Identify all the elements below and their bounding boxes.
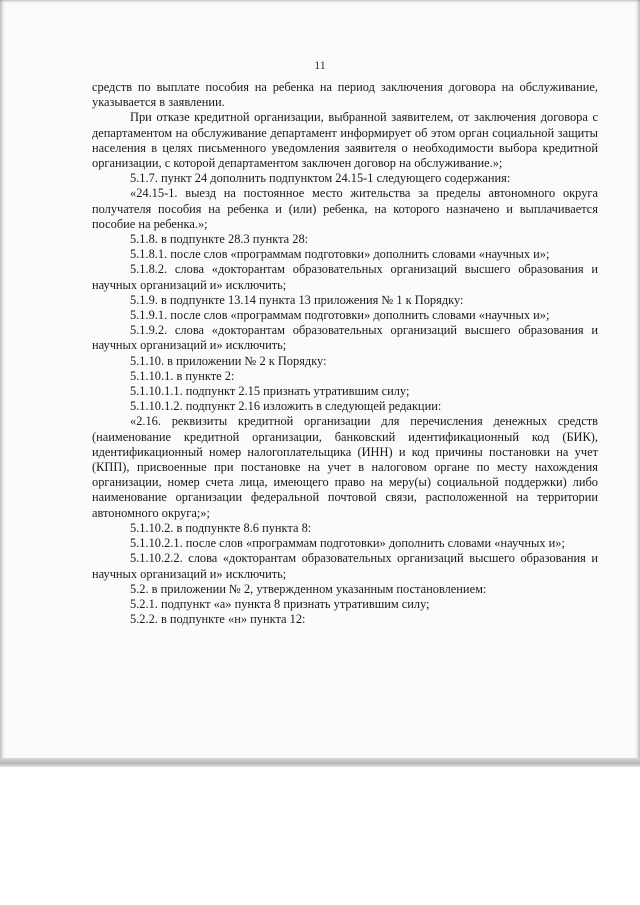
paragraph: 5.1.9. в подпункте 13.14 пункта 13 приложения № 1 к Порядку:: [130, 292, 464, 307]
paragraph: 5.1.8.1. после слов «программам подготовки» дополнить словами «научных и»;: [130, 247, 550, 262]
paragraph: 5.1.10.1. в пункте 2:: [130, 368, 235, 383]
paragraph: 5.1.8. в подпункте 28.3 пункта 28:: [130, 232, 309, 247]
document-body: [92, 80, 598, 627]
paragraph: 5.2. в приложении № 2, утвержденном указанным постановлением:: [130, 581, 487, 596]
paragraph: 5.1.9.1. после слов «программам подготовки» дополнить словами «научных и»;: [130, 308, 550, 323]
paragraph: 5.1.10.2.2. слова «докторантам образовательных организаций высшего образования и научных организаций и» исключить;: [92, 551, 598, 581]
paragraph: 5.1.10.1.1. подпункт 2.15 признать утратившим силу;: [130, 384, 410, 399]
paragraph: 5.1.10.1.2. подпункт 2.16 изложить в следующей редакции:: [130, 399, 442, 414]
paragraph: средств по выплате пособия на ребенка на период заключения договора на обслуживание, указывается в заявлении.: [92, 80, 598, 110]
paragraph: При отказе кредитной организации, выбранной заявителем, от заключения договора с департаментом на обслуживание департамент информирует об этом орган социальной защиты населения в целях письменного уведомления заявителя о необходимости выбора кредитной организации, с которой департаментом заключен договор на обслуживание.»;: [92, 110, 598, 171]
paragraph: «24.15-1. выезд на постоянное место жительства за пределы автономного округа получателя пособия на ребенка и (или) ребенка, на которого назначено и выплачивается пособие на ребенка.»;: [92, 186, 598, 231]
paragraph: 5.1.7. пункт 24 дополнить подпунктом 24.15-1 следующего содержания:: [130, 171, 511, 186]
paragraph: 5.1.10.2.1. после слов «программам подготовки» дополнить словами «научных и»;: [130, 536, 565, 551]
paragraph: 5.2.1. подпункт «а» пункта 8 признать утратившим силу;: [130, 596, 430, 611]
paragraph: 5.2.2. в подпункте «н» пункта 12:: [130, 612, 306, 627]
scan-bottom-edge: [0, 758, 640, 767]
paragraph: 5.1.9.2. слова «докторантам образовательных организаций высшего образования и научных организаций и» исключить;: [92, 323, 598, 353]
paragraph: 5.1.8.2. слова «докторантам образовательных организаций высшего образования и научных организаций и» исключить;: [92, 262, 598, 292]
paragraph: 5.1.10. в приложении № 2 к Порядку:: [130, 353, 327, 368]
paragraph: «2.16. реквизиты кредитной организации для перечисления денежных средств (наименование кредитной организации, банковский идентификационный код (БИК), идентификационный номер налогоплательщика (ИНН) и код причины постановки на учет (КПП), присвоенные при постановке на учет в налоговом органе по месту нахождения организации, номер счета лица, имеющего право на меру(ы) социальной поддержки) либо наименование организации федеральной почтовой связи, расположенной на территории автономного округа;»;: [92, 414, 598, 520]
paragraph: 5.1.10.2. в подпункте 8.6 пункта 8:: [130, 520, 312, 535]
page-number: 11: [314, 58, 326, 72]
